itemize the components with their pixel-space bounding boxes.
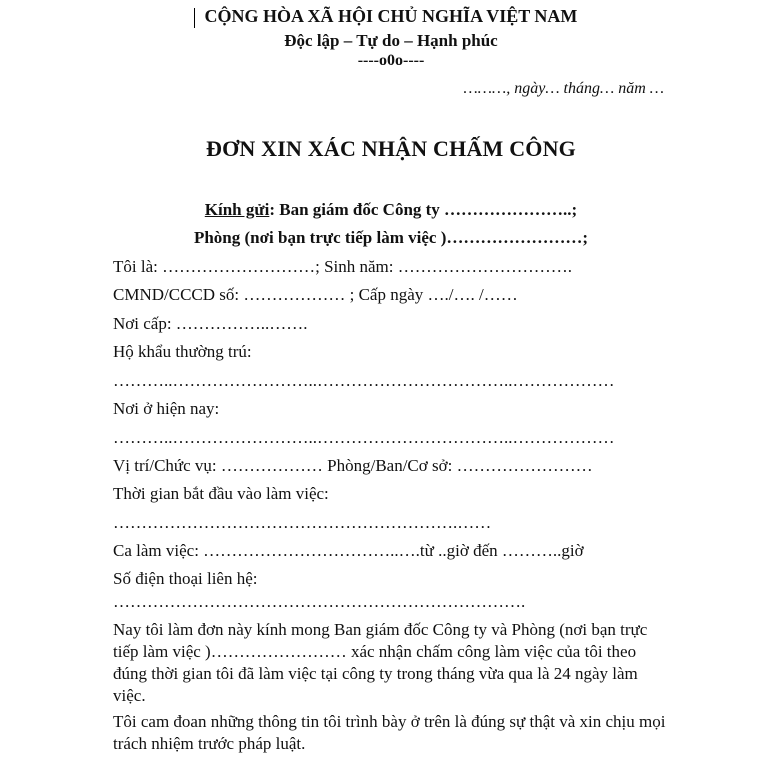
residence-label: Hộ khẩu thường trú: [113, 342, 252, 361]
residence-dots: ………..……………………..……………………………..……………… [113, 371, 615, 390]
motto-heading: Độc lập – Tự do – Hạnh phúc [284, 31, 498, 50]
nation-heading: CỘNG HÒA XÃ HỘI CHỦ NGHĨA VIỆT NAM [204, 6, 578, 26]
recipient-line [0, 200, 782, 220]
document-title: ĐƠN XIN XÁC NHẬN CHẤM CÔNG [205, 136, 576, 161]
current-address-dots: ………..……………………..……………………………..……………… [113, 428, 615, 447]
phone-dots: ………………………………………………………………. [113, 592, 526, 611]
name-line: Tôi là: ………………………; Sinh năm: …………………………. [113, 257, 572, 276]
start-dots: …………………………………………………….…… [113, 513, 492, 532]
recipient-value: Ban giám đốc Công ty …………………..; [274, 200, 578, 219]
request-paragraph: Nay tôi làm đơn này kính mong Ban giám đốc Công ty và Phòng (nơi bạn trực tiếp làm việc )…………………… xác nhận chấm công làm việc của tôi theo đúng thời gian tôi đã làm việc tại công ty trong tháng vừa qua là 24 ngày làm việc. [113, 620, 648, 705]
shift-line: Ca làm việc: ……………………………..….từ ..giờ đến ………..giờ [113, 541, 584, 560]
phone-label: Số điện thoại liên hệ: [113, 569, 258, 588]
heading-separator: ----o0o---- [357, 52, 425, 69]
recipient-colon: : [269, 200, 275, 219]
current-address-label: Nơi ở hiện nay: [113, 399, 220, 418]
issued-place-line: Nơi cấp: ……………..……. [113, 314, 308, 333]
recipient-label: Kính gửi [204, 200, 270, 219]
commitment-paragraph: Tôi cam đoan những thông tin tôi trình bày ở trên là đúng sự thật và xin chịu mọi trách nhiệm trước pháp luật. [113, 712, 666, 753]
position-line: Vị trí/Chức vụ: ……………… Phòng/Ban/Cơ sở: …………………… [113, 456, 593, 475]
date-line: ………, ngày… tháng… năm … [463, 80, 664, 97]
id-line: CMND/CCCD số: ……………… ; Cấp ngày …./…. /…… [113, 285, 518, 304]
recipient-department: Phòng (nơi bạn trực tiếp làm việc )……………………; [193, 228, 589, 247]
start-label: Thời gian bắt đầu vào làm việc: [113, 484, 329, 503]
